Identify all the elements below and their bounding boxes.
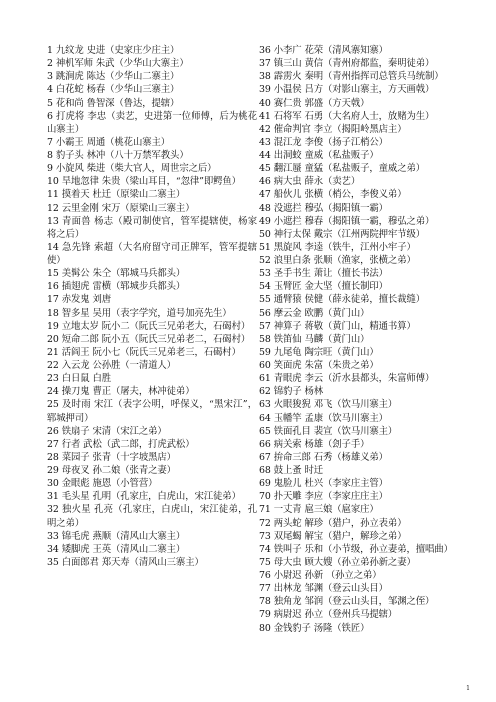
- entry-number: 76: [259, 570, 271, 581]
- entry-text: 病尉迟 孙立（登州兵马提辖）: [273, 609, 398, 621]
- list-item: [259, 517, 469, 530]
- list-item: [47, 425, 257, 438]
- list-item: [47, 477, 257, 490]
- entry-text: 铁扇子 宋清（宋江之弟）: [61, 425, 167, 437]
- entry-text: 入云龙 公孙胜（一清道人）: [61, 360, 176, 371]
- entry-text: 小霸王 周通（桃花山寨主）: [55, 136, 171, 148]
- entry-number: 35: [47, 556, 59, 568]
- entry-number: 14: [47, 241, 59, 253]
- entry-text: 及时雨 宋江（表字公明，呼保义，“黑宋江”，郓城押司）: [47, 399, 257, 424]
- entry-number: 37: [259, 58, 271, 70]
- page-number: 1: [466, 685, 470, 692]
- list-item: [47, 215, 257, 241]
- entry-text: 九纹龙 史进（史家庄少庄主）: [55, 45, 180, 56]
- entry-text: 操刀鬼 曹正（屠夫，林冲徒弟）: [61, 386, 195, 398]
- list-item: [47, 438, 257, 451]
- list-item: [259, 346, 469, 359]
- list-item: [47, 70, 257, 83]
- entry-text: 摩云金 欧鹏（黄门山）: [273, 307, 370, 319]
- list-item: [259, 425, 469, 438]
- entry-text: 活阎王 阮小七（阮氏三兄弟老三，石碣村）: [61, 346, 241, 358]
- entry-text: 浪里白条 张顺（渔家，张横之弟）: [273, 255, 416, 266]
- entry-number: 71: [259, 504, 271, 516]
- entry-number: 8: [47, 150, 53, 161]
- entry-text: 云里金刚 宋万（原梁山三寨主）: [61, 202, 195, 214]
- entry-text: 打虎将 李忠（卖艺，史进第一位师傅，后为桃花山寨主）: [47, 110, 257, 135]
- entry-text: 急先锋 索超（大名府留守司正牌军，管军提辖使）: [47, 241, 257, 266]
- entry-number: 17: [47, 294, 59, 306]
- list-item: [259, 359, 469, 372]
- entry-number: 51: [259, 241, 271, 253]
- entry-text: 小李广 花荣（清风寨知寨）: [273, 45, 388, 56]
- list-item: [259, 83, 469, 96]
- entry-number: 15: [47, 268, 59, 280]
- entry-text: 小尉迟 孙新 （孙立之弟）: [273, 570, 382, 581]
- entry-number: 33: [47, 530, 59, 542]
- list-item: [47, 188, 257, 201]
- list-item: [259, 97, 469, 110]
- entry-number: 77: [259, 583, 271, 595]
- list-item: [259, 110, 469, 123]
- entry-text: 病大虫 薛永（卖艺）: [273, 176, 361, 188]
- entry-text: 小温侯 吕方（对影山寨主，方天画戟）: [273, 84, 435, 96]
- list-item: [259, 175, 469, 188]
- entry-number: 54: [259, 281, 271, 293]
- entry-number: 74: [259, 543, 271, 555]
- list-item: [259, 320, 469, 333]
- entry-number: 73: [259, 530, 271, 542]
- entry-text: 笑面虎 朱富（朱贵之弟）: [273, 360, 379, 371]
- list-item: [259, 267, 469, 280]
- entry-number: 45: [259, 163, 271, 175]
- list-item: [259, 464, 469, 477]
- entry-number: 55: [259, 294, 271, 306]
- list-item: [259, 556, 469, 569]
- entry-text: 病关索 杨雄（刽子手）: [273, 438, 370, 450]
- list-item: [259, 385, 469, 398]
- entry-number: 40: [259, 97, 271, 109]
- list-item: [259, 44, 469, 57]
- list-item: [47, 543, 257, 556]
- entry-number: 13: [47, 215, 59, 227]
- entry-text: 鬼脸儿 杜兴（李家庄主管）: [273, 478, 388, 490]
- entry-number: 46: [259, 176, 271, 188]
- entry-text: 旱地忽律 朱贵（梁山耳目，“忽律”即鳄鱼）: [61, 176, 241, 188]
- list-item: [47, 44, 257, 57]
- entry-text: 双尾蝎 解宝（猎户，解珍之弟）: [273, 530, 407, 542]
- entry-number: 7: [47, 136, 53, 148]
- entry-text: 鼓上蚤 时迁: [273, 465, 323, 476]
- entry-number: 18: [47, 307, 59, 319]
- list-item: [259, 149, 469, 162]
- entry-number: 59: [259, 346, 271, 358]
- entry-number: 16: [47, 281, 59, 293]
- entry-text: 母夜叉 孙二娘（张青之妻）: [61, 465, 176, 476]
- entry-text: 锦毛虎 燕顺（清风山大寨主）: [61, 530, 186, 542]
- list-item: [259, 280, 469, 293]
- list-item: [47, 464, 257, 477]
- entry-number: 38: [259, 71, 271, 83]
- entry-text: 立地太岁 阮小二（阮氏三兄弟老大，石碣村）: [61, 320, 251, 332]
- entry-text: 青面兽 杨志（殿司制使官，管军提辖使，杨家将之后）: [47, 215, 257, 240]
- entry-number: 5: [47, 97, 53, 109]
- entry-text: 铁面孔目 裴宣（饮马川寨主）: [273, 425, 398, 437]
- entry-number: 20: [47, 333, 59, 345]
- entry-text: 锦豹子 杨林: [273, 386, 323, 398]
- entry-text: 霹雳火 秦明（青州指挥司总管兵马统制）: [273, 71, 444, 83]
- list-item: [47, 556, 257, 569]
- list-item: [259, 202, 469, 215]
- list-item: [47, 372, 257, 385]
- entry-number: 50: [259, 228, 271, 240]
- list-item: [259, 307, 469, 320]
- entry-text: 两头蛇 解珍（猎户，孙立表弟）: [273, 517, 407, 529]
- list-item: [259, 477, 469, 490]
- list-item: [47, 83, 257, 96]
- entry-text: 青眼虎 李云（沂水县都头，朱富师傅）: [273, 373, 435, 385]
- list-item: [259, 595, 469, 608]
- list-item: [259, 228, 469, 241]
- entry-text: 玉臂匠 金大坚（擅长制印）: [273, 281, 388, 293]
- entry-text: 矮脚虎 王英（清风山二寨主）: [61, 543, 186, 555]
- list-item: [47, 280, 257, 293]
- entry-text: 小遮拦 穆春（揭阳镇一霸，穆弘之弟）: [273, 215, 435, 227]
- entry-number: 61: [259, 373, 271, 385]
- entry-text: 船伙儿 张横（梢公，李俊义弟）: [273, 189, 407, 201]
- entry-number: 34: [47, 543, 59, 555]
- entry-text: 智多星 吴用（表字学究，道号加亮先生）: [61, 307, 232, 319]
- entry-text: 铁叫子 乐和（小节级，孙立妻弟，擅唱曲）: [273, 543, 453, 555]
- entry-number: 22: [47, 360, 59, 371]
- list-item: [47, 490, 257, 503]
- entry-text: 美髯公 朱仝（郓城马兵都头）: [61, 268, 186, 280]
- entry-text: 金眼彪 施恩（小管营）: [61, 478, 158, 490]
- entry-number: 6: [47, 110, 53, 122]
- entry-number: 42: [259, 123, 271, 135]
- entry-text: 独火星 孔亮（孔家庄，白虎山，宋江徒弟，孔明之弟）: [47, 504, 257, 529]
- list-item: [47, 503, 257, 529]
- entry-number: 64: [259, 412, 271, 424]
- entry-number: 12: [47, 202, 59, 214]
- entry-number: 75: [259, 556, 271, 568]
- entry-number: 9: [47, 163, 53, 175]
- entry-number: 26: [47, 425, 59, 437]
- entry-number: 27: [47, 438, 59, 450]
- entry-text: 镇三山 黄信（青州府都监，秦明徒弟）: [273, 58, 435, 70]
- list-item: [259, 241, 469, 254]
- entry-text: 神行太保 戴宗（江州两院押牢节级）: [273, 228, 426, 240]
- entry-number: 60: [259, 360, 271, 371]
- list-item: [259, 543, 469, 556]
- list-item: [47, 110, 257, 136]
- entry-text: 小旋风 柴进（柴大官人，周世宗之后）: [55, 163, 217, 175]
- entry-text: 白面郎君 郑天寿（清风山三寨主）: [61, 556, 204, 568]
- entry-number: 78: [259, 596, 271, 608]
- entry-number: 70: [259, 491, 271, 503]
- entry-number: 2: [47, 58, 53, 70]
- entry-number: 68: [259, 465, 271, 476]
- list-item: [259, 438, 469, 451]
- list-item: [47, 241, 257, 267]
- list-item: [259, 70, 469, 83]
- list-item: [47, 346, 257, 359]
- entry-text: 摸着天 杜迁（原梁山二寨主）: [61, 189, 186, 201]
- entry-text: 菜园子 张青（十字坡黑店）: [61, 451, 176, 463]
- entry-number: 3: [47, 71, 53, 83]
- entry-text: 圣手书生 萧让（擅长书法）: [273, 268, 388, 280]
- entry-number: 52: [259, 255, 271, 266]
- entry-text: 跳涧虎 陈达（少华山二寨主）: [55, 71, 180, 83]
- list-item: [259, 57, 469, 70]
- entry-text: 赤发鬼 刘唐: [61, 294, 111, 306]
- entry-text: 花和尚 鲁智深（鲁达，提辖）: [55, 97, 180, 109]
- entry-number: 10: [47, 176, 59, 188]
- entry-number: 49: [259, 215, 271, 227]
- entry-number: 11: [47, 189, 59, 201]
- list-item: [47, 307, 257, 320]
- list-item: [259, 451, 469, 464]
- entry-text: 扑天雕 李应（李家庄庄主）: [273, 491, 388, 503]
- entry-text: 通臂猿 侯健（薛永徒弟，擅长裁缝）: [273, 294, 426, 306]
- entry-text: 插翅虎 雷横（郓城步兵都头）: [61, 281, 186, 293]
- entry-text: 神机军师 朱武（少华山大寨主）: [55, 58, 189, 70]
- entry-number: 32: [47, 504, 59, 516]
- list-item: [47, 530, 257, 543]
- entry-number: 57: [259, 320, 271, 332]
- entry-number: 1: [47, 45, 53, 56]
- list-item: [259, 188, 469, 201]
- entry-number: 48: [259, 202, 271, 214]
- entry-text: 没遮拦 穆弘（揭阳镇一霸）: [273, 202, 388, 214]
- entry-number: 66: [259, 438, 271, 450]
- list-item: [259, 333, 469, 346]
- entry-text: 行者 武松（武二郎，打虎武松）: [61, 438, 195, 450]
- entry-text: 石将军 石勇（大名府人士，放赌为生）: [273, 110, 435, 122]
- entry-text: 出洞蛟 童威（私盐贩子）: [273, 150, 379, 161]
- list-item: [47, 293, 257, 306]
- entry-number: 43: [259, 136, 271, 148]
- entry-number: 56: [259, 307, 271, 319]
- entry-number: 28: [47, 451, 59, 463]
- entry-number: 69: [259, 478, 271, 490]
- entry-number: 4: [47, 84, 53, 96]
- entry-text: 催命判官 李立（揭阳岭黑店主）: [273, 123, 407, 135]
- entry-text: 毛头星 孔明（孔家庄，白虎山，宋江徒弟）: [61, 491, 241, 503]
- entry-number: 24: [47, 386, 59, 398]
- entry-number: 41: [259, 110, 271, 122]
- entry-number: 21: [47, 346, 59, 358]
- entry-text: 神算子 蒋敬（黄门山，精通书算）: [273, 320, 416, 332]
- entry-number: 79: [259, 609, 271, 621]
- entry-text: 短命二郎 阮小五（阮氏三兄弟老二，石碣村）: [61, 333, 251, 345]
- list-item: [259, 162, 469, 175]
- entry-number: 30: [47, 478, 59, 490]
- entry-number: 29: [47, 465, 59, 476]
- list-item: [259, 608, 469, 621]
- list-item: [259, 503, 469, 516]
- list-item: [259, 293, 469, 306]
- entry-number: 80: [259, 622, 271, 634]
- list-item: [259, 123, 469, 136]
- list-item: [47, 451, 257, 464]
- list-item: [259, 215, 469, 228]
- entry-text: 翻江蜃 童猛（私盐贩子，童威之弟）: [273, 163, 426, 175]
- entry-text: 混江龙 李俊（扬子江梢公）: [273, 136, 388, 148]
- entry-text: 豹子头 林冲（八十万禁军教头）: [55, 150, 189, 161]
- entry-number: 65: [259, 425, 271, 437]
- entry-number: 53: [259, 268, 271, 280]
- list-item: [259, 372, 469, 385]
- list-item: [47, 359, 257, 372]
- entry-number: 47: [259, 189, 271, 201]
- entry-number: 19: [47, 320, 59, 332]
- entry-text: 独角龙 邹润（登云山头目，邹渊之侄）: [273, 596, 435, 608]
- entry-number: 39: [259, 84, 271, 96]
- list-item: [259, 530, 469, 543]
- entry-text: 拚命三郎 石秀（杨雄义弟）: [273, 451, 388, 463]
- entry-number: 63: [259, 399, 271, 411]
- entry-number: 67: [259, 451, 271, 463]
- entry-number: 44: [259, 150, 271, 161]
- list-item: [47, 149, 257, 162]
- entry-number: 31: [47, 491, 59, 503]
- list-item: [47, 57, 257, 70]
- entry-text: 白花蛇 杨春（少华山三寨主）: [55, 84, 180, 96]
- list-item: [259, 398, 469, 411]
- entry-text: 火眼狻猊 邓飞（饮马川寨主）: [273, 399, 398, 411]
- list-item: [259, 254, 469, 267]
- list-item: [47, 97, 257, 110]
- list-item: [259, 569, 469, 582]
- entry-text: 一丈青 扈三娘（扈家庄）: [273, 504, 379, 516]
- list-item: [47, 136, 257, 149]
- entry-text: 白日鼠 白胜: [61, 373, 111, 385]
- entry-text: 金钱豹子 汤隆（铁匠）: [273, 622, 370, 634]
- entry-number: 23: [47, 373, 59, 385]
- entry-text: 玉幡竿 孟康（饮马川寨主）: [273, 412, 388, 424]
- list-item: [259, 582, 469, 595]
- entry-number: 25: [47, 399, 59, 411]
- list-item: [47, 385, 257, 398]
- entry-text: 母大虫 顾大嫂（孙立弟孙新之妻）: [273, 556, 416, 568]
- list-item: [47, 202, 257, 215]
- entry-text: 九尾龟 陶宗旺（黄门山）: [273, 346, 379, 358]
- entry-text: 赛仁贵 郭盛（方天戟）: [273, 97, 370, 109]
- entry-number: 62: [259, 386, 271, 398]
- list-item: [47, 267, 257, 280]
- entry-text: 铁笛仙 马麟（黄门山）: [273, 333, 370, 345]
- list-item: [259, 136, 469, 149]
- right-column: [259, 44, 469, 635]
- left-column: [47, 44, 257, 569]
- list-item: [259, 412, 469, 425]
- list-item: [47, 398, 257, 424]
- entry-text: 黑旋风 李逵（铁牛，江州小牢子）: [273, 241, 416, 253]
- entry-number: 58: [259, 333, 271, 345]
- entry-number: 36: [259, 45, 271, 56]
- list-item: [259, 622, 469, 635]
- list-item: [47, 320, 257, 333]
- entry-number: 72: [259, 517, 271, 529]
- entry-text: 出林龙 邹渊（登云山头目）: [273, 583, 388, 595]
- list-item: [47, 175, 257, 188]
- list-item: [47, 333, 257, 346]
- list-item: [47, 162, 257, 175]
- list-item: [259, 490, 469, 503]
